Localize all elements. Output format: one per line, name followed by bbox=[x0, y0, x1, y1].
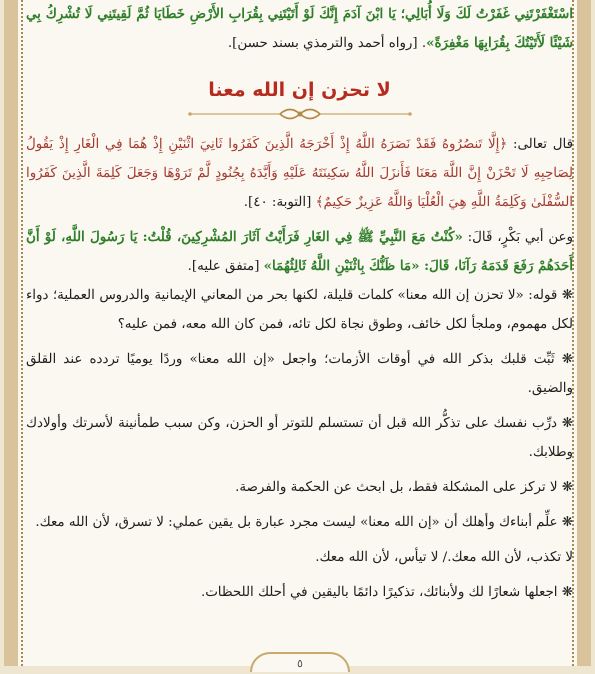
paragraph-7: ❋ اجعلها شعارًا لك ولأبنائك، تذكيرًا دائمًا باليقين في أحلك اللحظات. bbox=[200, 585, 573, 600]
intro-verse: اسْتَغْفَرْتَنِي غَفَرْتُ لَكَ وَلَا أُبَالِي؛ يَا ابْنَ آدَمَ إِنَّكَ لَوْ أَتَيْتَنِي بِقُرَابِ الأَرْضِ خَطَايَا ثُمَّ لَقِيتَنِي لَا تُشْرِكُ بِي شَيْئًا لَأَتَيْتُكَ بِقُرَابِهَا مَغْفِرَةً» bbox=[26, 6, 573, 51]
intro-paragraph bbox=[26, 0, 573, 58]
document-page bbox=[26, 0, 573, 666]
quran-lead: قال تعالى: bbox=[507, 137, 573, 152]
hadith-ref: [متفق عليه]. bbox=[187, 259, 264, 274]
paragraph-1: ❋ قوله: «لا تحزن إن الله معنا» كلمات قليلة، لكنها بحر من المعاني الإيمانية والدروس العملية؛ دواء لكل مهموم، وملجأ لكل خائف، وطوق نجاة لكل تائه، فمن كان الله معه، فمن عليه؟ bbox=[26, 288, 573, 332]
quran-verse: ﴿إِلَّا تَنصُرُوهُ فَقَدْ نَصَرَهُ اللَّهُ إِذْ أَخْرَجَهُ الَّذِينَ كَفَرُوا ثَانِيَ اثْنَيْنِ إِذْ هُمَا فِي الْغَارِ إِذْ يَقُولُ لِصَاحِبِهِ لَا تَحْزَنْ إِنَّ اللَّهَ مَعَنَا فَأَنزَلَ اللَّهُ سَكِينَتَهُ عَلَيْهِ وَأَيَّدَهُ بِجُنُودٍ لَّمْ تَرَوْهَا وَجَعَلَ كَلِمَةَ الَّذِينَ كَفَرُوا السُّفْلَىٰ وَكَلِمَةُ اللَّهِ هِيَ الْعُلْيَا وَاللَّهُ عَزِيزٌ حَكِيمٌ﴾ bbox=[26, 137, 573, 210]
section-header bbox=[26, 76, 573, 122]
hadith-text: «كُنْتُ مَعَ النَّبِيِّ ﷺ فِي الغَارِ فَرَأَيْتُ آثَارَ المُشْرِكِينَ، قُلْتُ: يَا رَسُولَ اللَّهِ، لَوْ أَنَّ أَحَدَهُمْ رَفَعَ قَدَمَهُ رَآنَا، قَالَ: «مَا ظَنُّكَ بِاثْنَيْنِ اللَّهُ ثَالِثُهُمَا» bbox=[26, 229, 573, 274]
page-number: ٥ bbox=[250, 652, 350, 672]
paragraph-5: ❋ علِّم أبناءك وأهلك أن «إن الله معنا» ليست مجرد عبارة بل يقين عملي: لا تسرق، لأن الله معك. bbox=[35, 515, 573, 530]
quran-ref: [التوبة: ٤٠]. bbox=[243, 195, 316, 210]
intro-source: . [رواه أحمد والترمذي بسند حسن]. bbox=[227, 36, 427, 51]
paragraph-2: ❋ ثَبِّت قلبك بذكر الله في أوقات الأزمات؛ واجعل «إن الله معنا» وردًا يوميًا تردده عند القلق والضيق. bbox=[26, 352, 573, 396]
paragraph-6: لا تكذب، لأن الله معك./ لا تيأس، لأن الله معك. bbox=[315, 550, 573, 565]
paragraph-3: ❋ درِّب نفسك على تذكُّر الله قبل أن تستسلم للتوتر أو الحزن، وكن سبب طمأنينة لأسرتك وأولادك وطلابك. bbox=[26, 416, 573, 460]
paragraph-4: ❋ لا تركز على المشكلة فقط، بل ابحث عن الحكمة والفرصة. bbox=[235, 480, 573, 495]
hadith-lead: وعن أبي بَكْرٍ، قَالَ: bbox=[462, 230, 574, 245]
quran-paragraph bbox=[26, 130, 573, 217]
hadith-paragraph bbox=[26, 223, 573, 281]
section-title: لا تحزن إن الله معنا bbox=[208, 79, 391, 101]
ornament-divider-icon bbox=[180, 106, 420, 122]
